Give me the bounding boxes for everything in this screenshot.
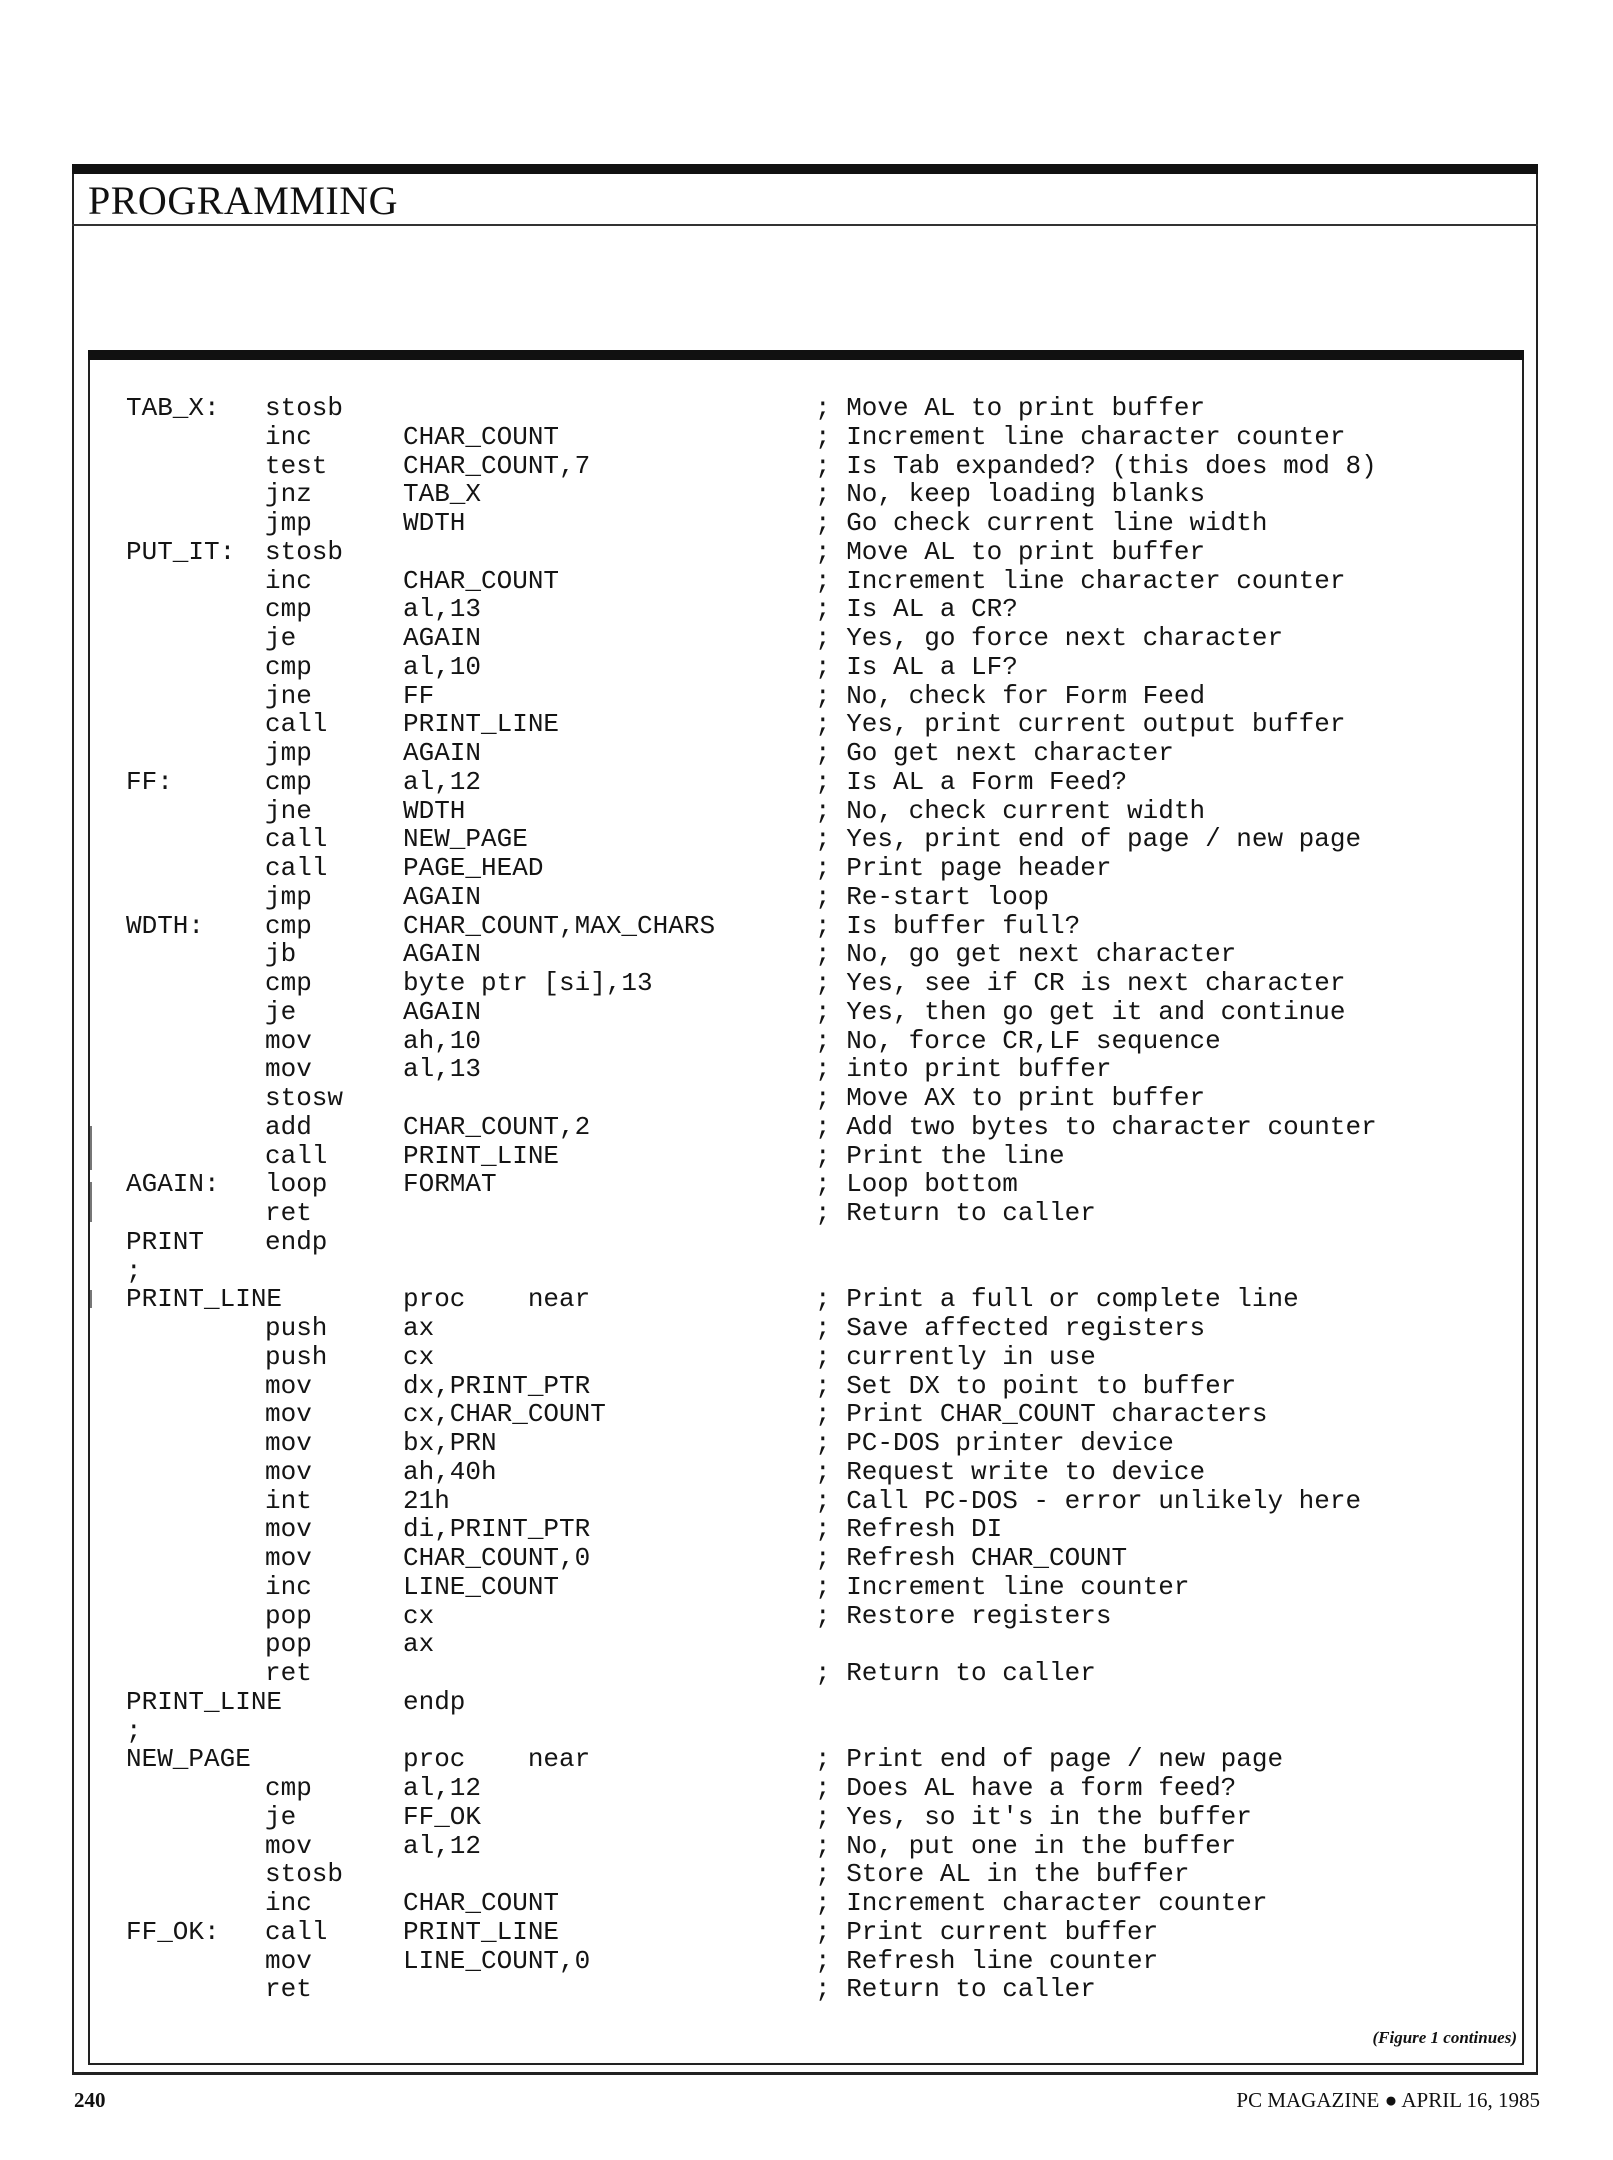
code-operand: LINE_COUNT,0 xyxy=(403,1945,591,1976)
code-opcode: int xyxy=(265,1485,312,1516)
code-opcode: inc xyxy=(265,421,312,452)
code-label: AGAIN: xyxy=(126,1169,220,1200)
code-comment: ; PC-DOS printer device xyxy=(815,1428,1174,1458)
code-operand: WDTH xyxy=(403,795,466,826)
code-label: ; xyxy=(126,1255,142,1286)
code-line xyxy=(126,1975,1516,2004)
code-line xyxy=(126,998,1516,1027)
code-operand: di,PRINT_PTR xyxy=(403,1514,591,1545)
code-line xyxy=(126,624,1516,653)
code-comment: ; Increment line counter xyxy=(815,1571,1190,1602)
code-opcode: jnz xyxy=(265,479,312,510)
code-comment: ; Yes, print current output buffer xyxy=(815,709,1346,740)
section-title: PROGRAMMING xyxy=(88,178,398,223)
code-line xyxy=(126,1630,1516,1659)
code-comment: ; Yes, go force next character xyxy=(815,623,1284,653)
figure-continues-note: (Figure 1 continues) xyxy=(1372,2028,1517,2047)
code-opcode: call xyxy=(265,709,328,740)
code-comment: ; Yes, print end of page / new page xyxy=(815,824,1362,855)
code-operand: PRINT_LINE xyxy=(403,1140,560,1171)
code-opcode: cmp xyxy=(265,594,312,625)
code-opcode: ret xyxy=(265,1198,312,1228)
code-opcode: mov xyxy=(265,1054,312,1085)
code-opcode: pop xyxy=(265,1629,312,1660)
code-opcode: mov xyxy=(265,1830,312,1861)
code-operand: CHAR_COUNT,2 xyxy=(403,1111,591,1142)
code-opcode: inc xyxy=(265,1571,312,1602)
code-opcode: loop xyxy=(265,1169,328,1200)
code-operand: cx xyxy=(403,1341,435,1372)
code-comment: ; Is AL a LF? xyxy=(815,651,1018,682)
code-line xyxy=(126,797,1516,826)
code-line xyxy=(126,1602,1516,1631)
code-operand: AGAIN xyxy=(403,738,482,768)
code-operand: AGAIN xyxy=(403,996,482,1027)
code-opcode: jmp xyxy=(265,508,312,538)
code-opcode: mov xyxy=(265,1370,312,1401)
code-comment: ; Refresh CHAR_COUNT xyxy=(815,1543,1128,1573)
code-opcode: add xyxy=(265,1111,312,1142)
code-label: PRINT xyxy=(126,1226,205,1257)
code-operand: proc near xyxy=(403,1744,591,1775)
code-comment: ; Print page header xyxy=(815,853,1112,883)
code-line xyxy=(126,854,1516,883)
code-comment: ; Does AL have a form feed? xyxy=(815,1773,1237,1803)
code-comment: ; Print current buffer xyxy=(815,1916,1159,1947)
code-opcode: test xyxy=(265,450,328,481)
code-opcode: push xyxy=(265,1341,328,1372)
code-comment: ; Is AL a Form Feed? xyxy=(815,766,1128,797)
code-operand: FORMAT xyxy=(403,1169,497,1200)
code-opcode: jmp xyxy=(265,738,312,768)
code-operand: NEW_PAGE xyxy=(403,824,528,855)
code-comment: ; Is buffer full? xyxy=(815,910,1081,941)
code-operand: cx xyxy=(403,1600,435,1631)
code-opcode: stosb xyxy=(265,1859,344,1890)
code-line xyxy=(126,1544,1516,1573)
code-comment: ; Print end of page / new page xyxy=(815,1744,1284,1775)
code-opcode: cmp xyxy=(265,968,312,998)
code-opcode: endp xyxy=(265,1226,328,1257)
code-operand: ah,10 xyxy=(403,1025,482,1056)
code-line xyxy=(126,1717,1516,1746)
code-line xyxy=(126,1774,1516,1803)
code-operand: AGAIN xyxy=(403,623,482,653)
code-line xyxy=(126,1170,1516,1199)
code-comment: ; No, go get next character xyxy=(815,939,1237,970)
code-opcode: cmp xyxy=(265,766,312,797)
magazine-footer: PC MAGAZINE ● APRIL 16, 1985 xyxy=(1236,2088,1540,2112)
code-line xyxy=(126,480,1516,509)
margin-mark xyxy=(90,1126,92,1170)
code-opcode: pop xyxy=(265,1600,312,1631)
code-opcode: call xyxy=(265,853,328,883)
code-line xyxy=(126,1084,1516,1113)
code-label: WDTH: xyxy=(126,910,205,941)
code-label: NEW_PAGE xyxy=(126,1744,251,1775)
code-line xyxy=(126,538,1516,567)
code-comment: ; Return to caller xyxy=(815,1658,1096,1688)
code-operand: CHAR_COUNT xyxy=(403,1888,560,1918)
code-operand: ax xyxy=(403,1313,435,1343)
code-line xyxy=(126,595,1516,624)
code-comment: ; Increment line character counter xyxy=(815,421,1346,452)
code-operand: CHAR_COUNT,7 xyxy=(403,450,591,481)
code-opcode: mov xyxy=(265,1025,312,1056)
code-line xyxy=(126,394,1516,423)
code-comment: ; Store AL in the buffer xyxy=(815,1859,1190,1890)
code-line xyxy=(126,1372,1516,1401)
code-line xyxy=(126,1400,1516,1429)
code-label: TAB_X: xyxy=(126,393,220,423)
code-line xyxy=(126,1745,1516,1774)
code-line xyxy=(126,1343,1516,1372)
page-number: 240 xyxy=(74,2088,106,2112)
code-line xyxy=(126,969,1516,998)
code-line xyxy=(126,509,1516,538)
code-opcode: jne xyxy=(265,795,312,826)
margin-mark xyxy=(90,1182,92,1222)
code-comment: ; Go get next character xyxy=(815,738,1174,768)
code-line xyxy=(126,452,1516,481)
code-opcode: inc xyxy=(265,565,312,596)
code-line xyxy=(126,1688,1516,1717)
code-comment: ; Go check current line width xyxy=(815,508,1268,538)
code-line xyxy=(126,1832,1516,1861)
code-opcode: mov xyxy=(265,1428,312,1458)
code-line xyxy=(126,710,1516,739)
code-operand: AGAIN xyxy=(403,939,482,970)
code-operand: TAB_X xyxy=(403,479,482,510)
code-opcode: cmp xyxy=(265,1773,312,1803)
code-opcode: ret xyxy=(265,1974,312,2005)
code-comment: ; Request write to device xyxy=(815,1456,1206,1487)
code-listing xyxy=(126,394,1516,2004)
code-opcode: je xyxy=(265,623,297,653)
code-operand: WDTH xyxy=(403,508,466,538)
code-opcode: call xyxy=(265,1140,328,1171)
code-comment: ; currently in use xyxy=(815,1341,1096,1372)
code-line xyxy=(126,423,1516,452)
code-opcode: mov xyxy=(265,1399,312,1430)
code-comment: ; Refresh DI xyxy=(815,1514,1003,1545)
code-opcode: cmp xyxy=(265,910,312,941)
code-opcode: mov xyxy=(265,1456,312,1487)
code-operand: CHAR_COUNT,MAX_CHARS xyxy=(403,910,716,941)
code-line xyxy=(126,1515,1516,1544)
code-label: ; xyxy=(126,1715,142,1746)
code-operand: bx,PRN xyxy=(403,1428,497,1458)
code-label: FF_OK: xyxy=(126,1916,220,1947)
code-operand: cx,CHAR_COUNT xyxy=(403,1399,606,1430)
code-opcode: push xyxy=(265,1313,328,1343)
code-opcode: jmp xyxy=(265,881,312,912)
code-comment: ; Move AL to print buffer xyxy=(815,393,1206,423)
code-comment: ; into print buffer xyxy=(815,1054,1112,1085)
code-comment: ; Save affected registers xyxy=(815,1313,1206,1343)
code-line xyxy=(126,1285,1516,1314)
code-line xyxy=(126,1199,1516,1228)
code-comment: ; Add two bytes to character counter xyxy=(815,1111,1377,1142)
code-line xyxy=(126,682,1516,711)
code-operand: al,13 xyxy=(403,594,482,625)
code-line xyxy=(126,1659,1516,1688)
code-label: PRINT_LINE xyxy=(126,1686,283,1717)
code-comment: ; No, put one in the buffer xyxy=(815,1830,1237,1861)
code-comment: ; No, check for Form Feed xyxy=(815,680,1206,711)
code-opcode: jne xyxy=(265,680,312,711)
code-operand: PRINT_LINE xyxy=(403,709,560,740)
top-rule xyxy=(72,164,1538,174)
code-opcode: jb xyxy=(265,939,297,970)
code-operand: al,12 xyxy=(403,1830,482,1861)
code-comment: ; Re-start loop xyxy=(815,881,1050,912)
code-comment: ; Print a full or complete line xyxy=(815,1284,1299,1315)
code-comment: ; Return to caller xyxy=(815,1974,1096,2005)
code-line xyxy=(126,1860,1516,1889)
code-operand: al,12 xyxy=(403,766,482,797)
code-line xyxy=(126,1918,1516,1947)
code-line xyxy=(126,1314,1516,1343)
code-operand: FF_OK xyxy=(403,1801,482,1832)
code-operand: endp xyxy=(403,1686,466,1717)
code-operand: al,10 xyxy=(403,651,482,682)
code-opcode: mov xyxy=(265,1543,312,1573)
code-operand: CHAR_COUNT,0 xyxy=(403,1543,591,1573)
code-line xyxy=(126,1429,1516,1458)
code-comment: ; Move AX to print buffer xyxy=(815,1083,1206,1113)
code-comment: ; Move AL to print buffer xyxy=(815,536,1206,567)
code-comment: ; Is AL a CR? xyxy=(815,594,1018,625)
code-comment: ; Refresh line counter xyxy=(815,1945,1159,1976)
code-comment: ; Loop bottom xyxy=(815,1169,1018,1200)
code-comment: ; Yes, then go get it and continue xyxy=(815,996,1346,1027)
code-opcode: je xyxy=(265,996,297,1027)
code-opcode: stosb xyxy=(265,536,344,567)
code-comment: ; Increment line character counter xyxy=(815,565,1346,596)
code-line xyxy=(126,825,1516,854)
code-comment: ; Print CHAR_COUNT characters xyxy=(815,1399,1268,1430)
code-line xyxy=(126,1027,1516,1056)
code-operand: PAGE_HEAD xyxy=(403,853,544,883)
code-operand: al,13 xyxy=(403,1054,482,1085)
title-rule xyxy=(72,224,1538,226)
code-line xyxy=(126,1228,1516,1257)
code-line xyxy=(126,1947,1516,1976)
code-line xyxy=(126,1113,1516,1142)
code-operand: ax xyxy=(403,1629,435,1660)
code-comment: ; No, keep loading blanks xyxy=(815,479,1206,510)
code-comment: ; Yes, so it's in the buffer xyxy=(815,1801,1252,1832)
code-comment: ; Print the line xyxy=(815,1140,1065,1171)
code-line xyxy=(126,1487,1516,1516)
code-opcode: call xyxy=(265,824,328,855)
code-opcode: inc xyxy=(265,1888,312,1918)
code-operand: byte ptr [si],13 xyxy=(403,968,653,998)
code-operand: dx,PRINT_PTR xyxy=(403,1370,591,1401)
code-operand: CHAR_COUNT xyxy=(403,565,560,596)
code-line xyxy=(126,1458,1516,1487)
figure-rule xyxy=(88,350,1524,360)
code-comment: ; Increment character counter xyxy=(815,1888,1268,1918)
code-operand: AGAIN xyxy=(403,881,482,912)
code-line xyxy=(126,1142,1516,1171)
code-opcode: je xyxy=(265,1801,297,1832)
code-comment: ; Set DX to point to buffer xyxy=(815,1370,1237,1401)
code-operand: LINE_COUNT xyxy=(403,1571,560,1602)
code-line xyxy=(126,653,1516,682)
code-comment: ; Return to caller xyxy=(815,1198,1096,1228)
margin-mark xyxy=(90,1290,92,1308)
code-line xyxy=(126,1889,1516,1918)
code-line xyxy=(126,1573,1516,1602)
code-label: PUT_IT: xyxy=(126,536,236,567)
code-comment: ; No, check current width xyxy=(815,795,1206,826)
code-operand: al,12 xyxy=(403,1773,482,1803)
code-line xyxy=(126,739,1516,768)
code-opcode: stosw xyxy=(265,1083,344,1113)
code-line xyxy=(126,940,1516,969)
code-comment: ; Yes, see if CR is next character xyxy=(815,968,1346,998)
code-operand: ah,40h xyxy=(403,1456,497,1487)
code-operand: FF xyxy=(403,680,435,711)
code-operand: 21h xyxy=(403,1485,450,1516)
code-operand: proc near xyxy=(403,1284,591,1315)
code-comment: ; No, force CR,LF sequence xyxy=(815,1025,1221,1056)
code-opcode: stosb xyxy=(265,393,344,423)
code-label: FF: xyxy=(126,766,173,797)
code-opcode: mov xyxy=(265,1514,312,1545)
code-line xyxy=(126,1257,1516,1286)
code-line xyxy=(126,1055,1516,1084)
code-line xyxy=(126,567,1516,596)
code-line xyxy=(126,912,1516,941)
code-label: PRINT_LINE xyxy=(126,1284,283,1315)
code-line xyxy=(126,1803,1516,1832)
code-operand: CHAR_COUNT xyxy=(403,421,560,452)
code-comment: ; Restore registers xyxy=(815,1600,1112,1631)
code-opcode: mov xyxy=(265,1945,312,1976)
code-comment: ; Is Tab expanded? (this does mod 8) xyxy=(815,450,1377,481)
code-line xyxy=(126,768,1516,797)
code-operand: PRINT_LINE xyxy=(403,1916,560,1947)
code-opcode: call xyxy=(265,1916,328,1947)
code-line xyxy=(126,883,1516,912)
code-opcode: cmp xyxy=(265,651,312,682)
code-comment: ; Call PC-DOS - error unlikely here xyxy=(815,1485,1362,1516)
code-opcode: ret xyxy=(265,1658,312,1688)
